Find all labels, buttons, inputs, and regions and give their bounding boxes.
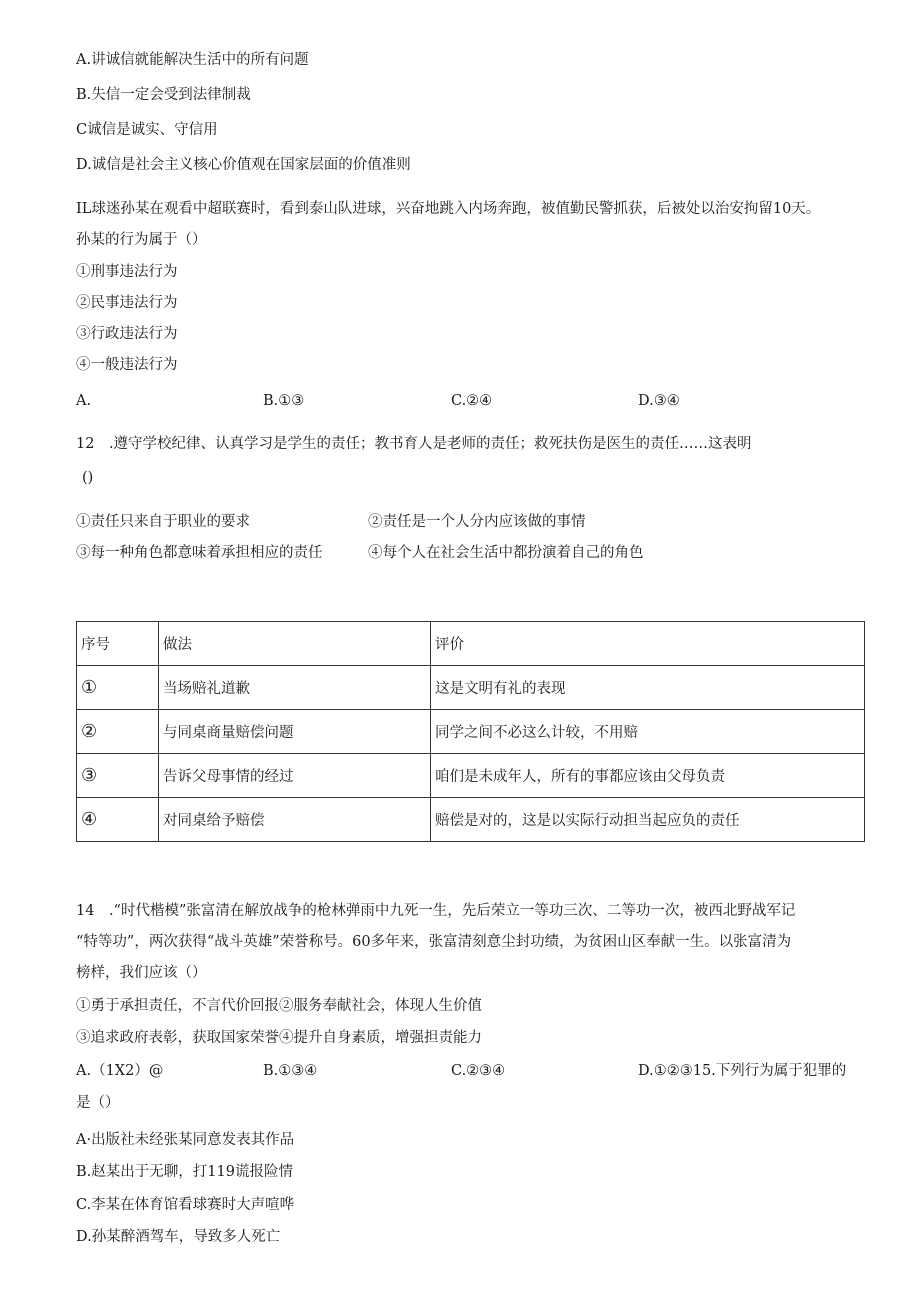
q10-option-d: D.诚信是社会主义核心价值观在国家层面的价值准则 — [76, 157, 411, 173]
q14-choices — [76, 1061, 876, 1081]
q14-choice-a: A.（1X2）@ — [76, 1063, 164, 1079]
q14-choice-b: B.①③④ — [263, 1063, 318, 1079]
q14-stem-line1: 14 .“时代楷模”张富清在解放战争的枪林弹雨中九死一生，先后荣立一等功三次、二等功一次，被西北野战军记 — [76, 903, 796, 919]
q12-item-4: ④每个人在社会生活中都扮演着自己的角色 — [368, 545, 644, 561]
table-row — [77, 666, 865, 710]
q10-option-b: B.失信一定会受到法律制裁 — [76, 87, 251, 103]
q12-item-2: ②责任是一个人分内应该做的事情 — [368, 514, 586, 530]
q11-choices — [76, 391, 876, 411]
table-cell-comment: 同学之间不必这么计较，不用赔 — [431, 710, 865, 754]
q12-item-1: ①责任只来自于职业的要求 — [76, 514, 250, 530]
q11-choice-a: A. — [76, 393, 92, 409]
q11-item-4: ④一般违法行为 — [76, 357, 178, 373]
q14-items-line2: ③追求政府表彰，获取国家荣誉④提升自身素质，增强担责能力 — [76, 1030, 482, 1046]
q11-item-1: ①刑事违法行为 — [76, 264, 178, 280]
table-cell-no: ② — [77, 710, 159, 754]
q11-choice-c: C.②④ — [451, 393, 493, 409]
table-cell-no: ③ — [77, 754, 159, 798]
table-row — [77, 710, 865, 754]
table-cell-action: 与同桌商量赔偿问题 — [159, 710, 431, 754]
table-cell-action: 当场赔礼道歉 — [159, 666, 431, 710]
q12-stem-line2: () — [82, 470, 94, 486]
q15-option-c: C.李某在体育馆看球赛时大声喧哗 — [76, 1197, 295, 1213]
q15-option-b: B.赵某出于无聊，打119谎报险情 — [76, 1164, 293, 1180]
table-header-row — [77, 622, 865, 666]
q14-items-line1: ①勇于承担责任，不言代价回报②服务奉献社会，体现人生价值 — [76, 998, 482, 1014]
q11-choice-b: B.①③ — [263, 393, 305, 409]
table-cell-action: 告诉父母事情的经过 — [159, 754, 431, 798]
table-row — [77, 798, 865, 842]
q14-stem-line2: “特等功”，两次获得“战斗英雄”荣誉称号。60多年来，张富清刻意尘封功绩，为贫困山区奉献一生。以张富清为 — [76, 934, 792, 950]
q12-items-row2 — [76, 543, 876, 563]
q12-stem-line1: 12 .遵守学校纪律、认真学习是学生的责任；教书育人是老师的责任；救死扶伤是医生的责任……这表明 — [76, 436, 752, 452]
q11-stem-line2: 孙某的行为属于（） — [76, 232, 207, 248]
q12-item-3: ③每一种角色都意味着承担相应的责任 — [76, 545, 323, 561]
q10-option-c: C诚信是诚实、守信用 — [76, 122, 218, 138]
table-cell-comment: 咱们是未成年人，所有的事都应该由父母负责 — [431, 754, 865, 798]
q14-choice-c: C.②③④ — [451, 1063, 506, 1079]
q11-item-2: ②民事违法行为 — [76, 295, 178, 311]
evaluation-table — [76, 621, 865, 842]
q15-option-d: D.孙某醉酒驾车，导致多人死亡 — [76, 1229, 281, 1245]
table-header-comment: 评价 — [431, 622, 865, 666]
q14-choice-d: D.①②③15.下列行为属于犯罪的 — [638, 1063, 847, 1079]
q11-item-3: ③行政违法行为 — [76, 326, 178, 342]
table-cell-no: ① — [77, 666, 159, 710]
q10-option-a: A.讲诚信就能解决生活中的所有问题 — [76, 52, 309, 68]
q15-option-a: A·出版社未经张某同意发表其作品 — [76, 1132, 295, 1148]
q11-stem-line1: IL球迷孙某在观看中超联赛时，看到泰山队进球，兴奋地跳入内场奔跑，被值勤民警抓获，后被处以治安拘留10天。 — [76, 201, 821, 217]
table-cell-comment: 赔偿是对的，这是以实际行动担当起应负的责任 — [431, 798, 865, 842]
table-row — [77, 754, 865, 798]
table-cell-action: 对同桌给予赔偿 — [159, 798, 431, 842]
table-header-action: 做法 — [159, 622, 431, 666]
q11-choice-d: D.③④ — [638, 393, 680, 409]
table-cell-comment: 这是文明有礼的表现 — [431, 666, 865, 710]
q12-items-row1 — [76, 512, 876, 532]
q15-stem: 是（） — [76, 1095, 120, 1111]
q14-stem-line3: 榜样，我们应该（） — [76, 965, 207, 981]
table-cell-no: ④ — [77, 798, 159, 842]
table-header-no: 序号 — [77, 622, 159, 666]
